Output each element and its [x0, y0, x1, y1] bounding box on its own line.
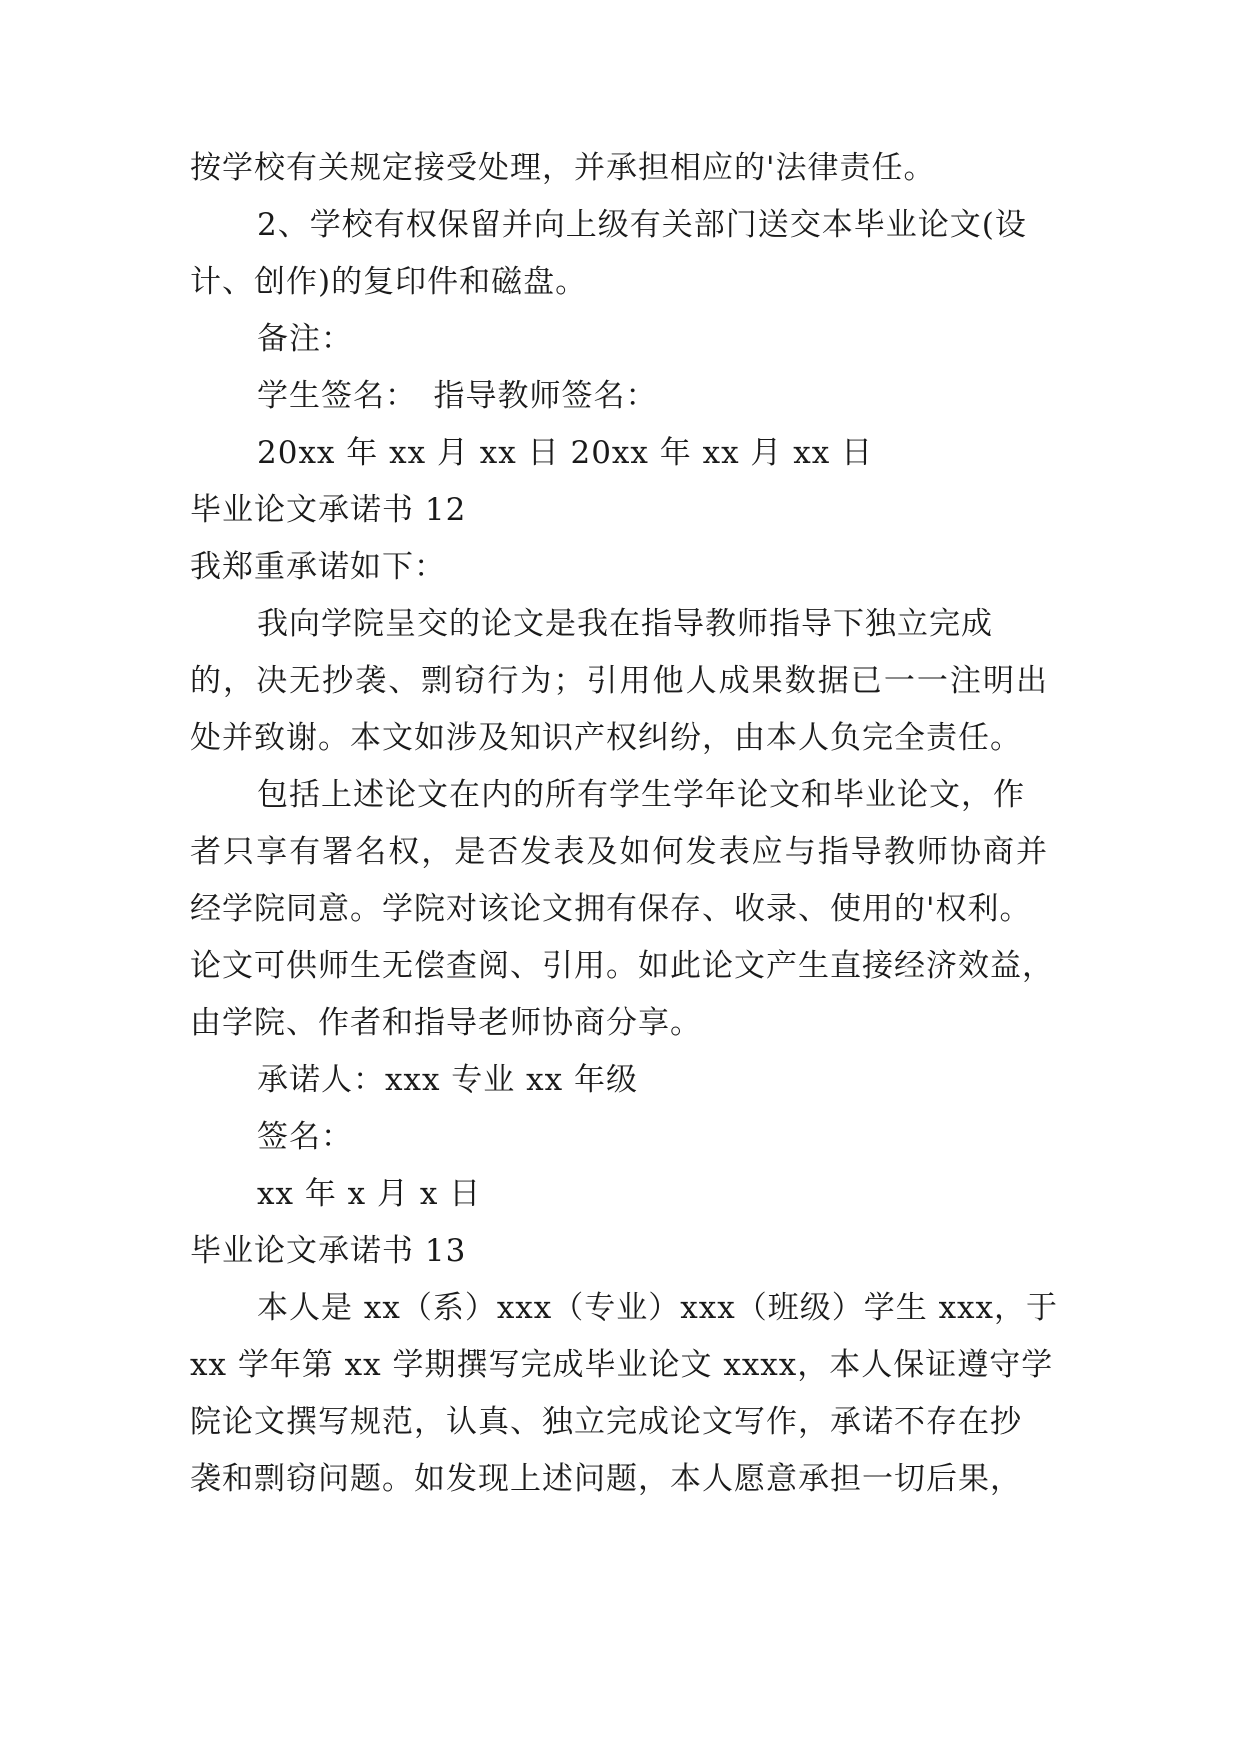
paragraph-line: 院论文撰写规范，认真、独立完成论文写作，承诺不存在抄 [190, 1404, 1022, 1440]
paragraph-line: 我向学院呈交的论文是我在指导教师指导下独立完成 [257, 606, 993, 642]
paragraph-line: 包括上述论文在内的所有学生学年论文和毕业论文，作 [257, 777, 1025, 813]
paragraph-line: 论文可供师生无偿查阅、引用。如此论文产生直接经济效益， [190, 948, 1054, 984]
paragraph-line: 本人是 xx（系）xxx（专业）xxx（班级）学生 xxx，于 [257, 1290, 1059, 1326]
date-line: xx 年 x 月 x 日 [257, 1176, 482, 1212]
section-heading: 毕业论文承诺书 13 [190, 1233, 467, 1269]
pledger-line: 承诺人：xxx 专业 xx 年级 [257, 1062, 638, 1098]
paragraph-line: 我郑重承诺如下： [190, 549, 446, 585]
paragraph-line: 经学院同意。学院对该论文拥有保存、收录、使用的'权利。 [190, 891, 1032, 927]
section-heading: 毕业论文承诺书 12 [190, 492, 467, 528]
paragraph-line: 袭和剽窃问题。如发现上述问题，本人愿意承担一切后果， [190, 1461, 1022, 1497]
paragraph-line: 的，决无抄袭、剽窃行为；引用他人成果数据已一一注明出 [190, 663, 1048, 699]
signature-label: 签名： [257, 1119, 353, 1155]
paragraph-line: 2、学校有权保留并向上级有关部门送交本毕业论文(设 [257, 207, 1027, 243]
paragraph-line: 按学校有关规定接受处理，并承担相应的'法律责任。 [190, 150, 936, 186]
paragraph-line: 由学院、作者和指导老师协商分享。 [190, 1005, 702, 1041]
paragraph-line: xx 学年第 xx 学期撰写完成毕业论文 xxxx，本人保证遵守学 [190, 1347, 1054, 1383]
paragraph-line: 者只享有署名权，是否发表及如何发表应与指导教师协商并 [190, 834, 1048, 870]
remarks-label: 备注： [257, 321, 353, 357]
paragraph-line: 处并致谢。本文如涉及知识产权纠纷，由本人负完全责任。 [190, 720, 1022, 756]
signature-labels: 学生签名： 指导教师签名： [257, 378, 658, 414]
signature-dates: 20xx 年 xx 月 xx 日 20xx 年 xx 月 xx 日 [257, 435, 874, 471]
paragraph-line: 计、创作)的复印件和磁盘。 [190, 264, 588, 300]
